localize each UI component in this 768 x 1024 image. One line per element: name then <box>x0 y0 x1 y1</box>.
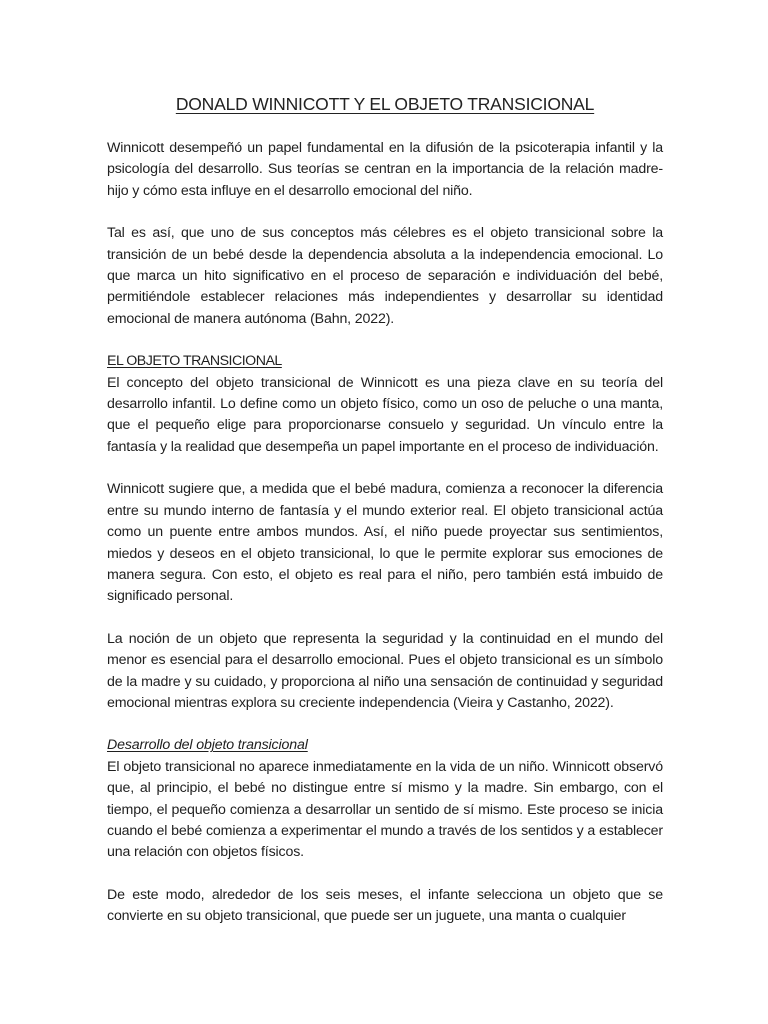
document-page <box>107 92 663 949</box>
section2-paragraph-2: De este modo, alrededor de los seis meses, el infante selecciona un objeto que se convierte en su objeto transicional, que puede ser un juguete, una manta o cualquier <box>107 886 663 925</box>
section-heading-objeto-transicional: EL OBJETO TRANSICIONAL <box>107 353 282 370</box>
intro-paragraph-2: Tal es así, que uno de sus conceptos más célebres es el objeto transicional sobre la transición de un bebé desde la dependencia absoluta a la independencia emocional. Lo que marca un hito significativo en el proceso de separación e individuación del bebé, permitiéndole establecer relaciones más independientes y desarrollar su identidad emocional de manera autónoma (Bahn, 2022). <box>107 225 663 327</box>
intro-paragraph-1: Winnicott desempeñó un papel fundamental en la difusión de la psicoterapia infantil y la psicología del desarrollo. Sus teorías se centran en la importancia de la relación madre-hijo y cómo esta influye en el desarrollo emocional del niño. <box>107 140 663 199</box>
section1-paragraph-2: Winnicott sugiere que, a medida que el bebé madura, comienza a reconocer la diferencia entre su mundo interno de fantasía y el mundo exterior real. El objeto transicional actúa como un puente entre ambos mundos. Así, el niño puede proyectar sus sentimientos, miedos y deseos en el objeto transicional, lo que le permite explorar sus emociones de manera segura. Con esto, el objeto es real para el niño, pero también está imbuido de significado personal. <box>107 481 663 605</box>
section2-paragraph-1: El objeto transicional no aparece inmediatamente en la vida de un niño. Winnicott observó que, al principio, el bebé no distingue entre sí mismo y la madre. Sin embargo, con el tiempo, el pequeño comienza a desarrollar un sentido de sí mismo. Este proceso se inicia cuando el bebé comienza a experimentar el mundo a través de los sentidos y a establecer una relación con objetos físicos. <box>107 758 663 861</box>
subsection-heading-desarrollo: Desarrollo del objeto transicional <box>107 737 308 754</box>
document-title: DONALD WINNICOTT Y EL OBJETO TRANSICIONAL <box>175 94 595 114</box>
section1-paragraph-1: El concepto del objeto transicional de Winnicott es una pieza clave en su teoría del desarrollo infantil. Lo define como un objeto físico, como un oso de peluche o una manta, que el pequeño elige para proporcionarse consuelo y seguridad. Un vínculo entre la fantasía y la realidad que desempeña un papel importante en el proceso de individuación. <box>107 374 663 455</box>
section1-paragraph-3: La noción de un objeto que representa la seguridad y la continuidad en el mundo del menor es esencial para el desarrollo emocional. Pues el objeto transicional es un símbolo de la madre y su cuidado, y proporciona al niño una sensación de continuidad y seguridad emocional mientras explora su creciente independencia (Vieira y Castanho, 2022). <box>107 630 663 711</box>
